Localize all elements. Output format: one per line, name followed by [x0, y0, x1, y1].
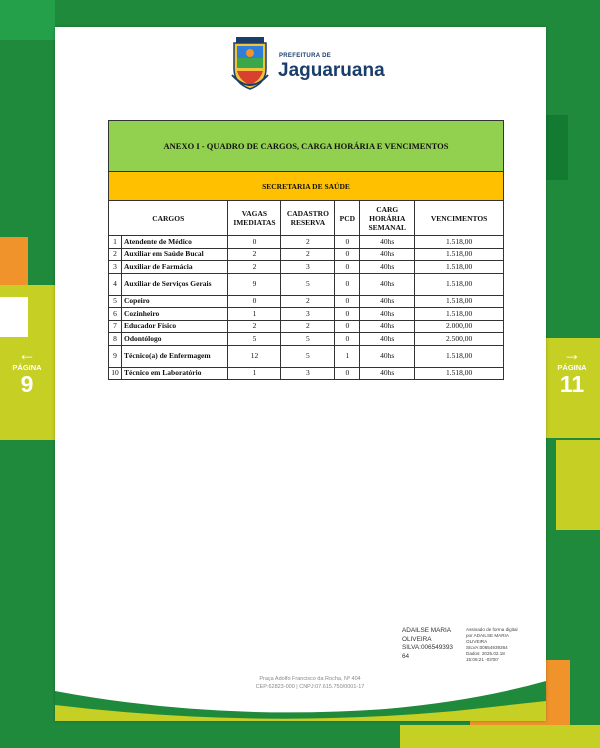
city-coat-of-arms-icon [230, 35, 270, 93]
next-page-button[interactable] [548, 345, 596, 396]
row-carga: 40hs [360, 261, 415, 274]
table-row [109, 261, 504, 274]
row-vencimento: 1.518,00 [415, 273, 504, 295]
footer-street: Praça Adolfo Francisco da Rocha, Nº 404 [259, 676, 361, 682]
row-vencimento: 1.518,00 [415, 236, 504, 249]
row-cadastro: 2 [281, 320, 335, 333]
row-vagas: 9 [228, 273, 281, 295]
arrow-right-icon: → [563, 344, 581, 364]
signer-name-line: SILVA:006549393 [402, 644, 453, 651]
row-vencimento: 2.500,00 [415, 333, 504, 346]
stamp-line: SILVA:00654939364 [466, 645, 508, 650]
row-pcd: 0 [335, 367, 360, 380]
row-index: 1 [109, 236, 122, 249]
bg-accent-right-yellow-2 [556, 440, 600, 530]
row-index: 2 [109, 248, 122, 261]
row-pcd: 0 [335, 295, 360, 308]
header-row [109, 201, 504, 236]
stamp-line: Dados: 2025.02.18 [466, 651, 505, 656]
row-vencimento: 2.000,00 [415, 320, 504, 333]
row-pcd: 0 [335, 273, 360, 295]
digital-signature [400, 625, 540, 673]
document-page [55, 27, 546, 721]
row-index: 7 [109, 320, 122, 333]
row-vagas: 0 [228, 236, 281, 249]
row-vagas: 12 [228, 345, 281, 367]
row-vagas: 2 [228, 320, 281, 333]
logo-city-name: Jaguaruana [278, 60, 385, 81]
row-index: 10 [109, 367, 122, 380]
next-page-label: PÁGINA [557, 363, 587, 372]
row-vagas: 1 [228, 308, 281, 321]
section-row [109, 172, 504, 201]
header-cadastro: CADASTRO RESERVA [281, 201, 335, 236]
row-cadastro: 2 [281, 248, 335, 261]
row-vencimento: 1.518,00 [415, 367, 504, 380]
row-cargo: Atendente de Médico [121, 236, 227, 249]
row-cargo: Técnico em Laboratório [121, 367, 227, 380]
row-cadastro: 3 [281, 308, 335, 321]
footer-wave-decoration [55, 671, 546, 721]
table-row [109, 333, 504, 346]
stamp-line: por ADAILSE MARIA [466, 633, 509, 638]
bg-accent-left-orange [0, 237, 28, 285]
table-row [109, 295, 504, 308]
table-row [109, 248, 504, 261]
row-pcd: 0 [335, 333, 360, 346]
signer-name-line: 64 [402, 652, 410, 660]
stamp-line: OLIVEIRA [466, 639, 488, 644]
table-title: ANEXO I - QUADRO DE CARGOS, CARGA HORÁRIA E VENCIMENTOS [109, 121, 504, 172]
city-logo [230, 35, 390, 95]
row-cadastro: 5 [281, 333, 335, 346]
row-cadastro: 2 [281, 295, 335, 308]
row-carga: 40hs [360, 248, 415, 261]
stamp-line: 15:06:21 -03'00' [466, 657, 499, 662]
row-carga: 40hs [360, 308, 415, 321]
prev-page-label: PÁGINA [12, 363, 42, 372]
row-vencimento: 1.518,00 [415, 295, 504, 308]
row-cadastro: 2 [281, 236, 335, 249]
signer-name [402, 627, 464, 661]
bg-accent-top-left [0, 0, 55, 40]
header-vagas: VAGAS IMEDIATAS [228, 201, 281, 236]
row-carga: 40hs [360, 345, 415, 367]
row-vencimento: 1.518,00 [415, 308, 504, 321]
row-cargo: Técnico(a) de Enfermagem [121, 345, 227, 367]
table-row [109, 273, 504, 295]
table-row [109, 345, 504, 367]
table-body [109, 236, 504, 380]
bg-accent-bottom-yellow [400, 725, 600, 748]
signature-stamp [466, 627, 536, 663]
row-carga: 40hs [360, 333, 415, 346]
header-cargos: CARGOS [109, 201, 228, 236]
table-row [109, 308, 504, 321]
row-index: 8 [109, 333, 122, 346]
table-row [109, 320, 504, 333]
row-carga: 40hs [360, 295, 415, 308]
bg-accent-right-green [546, 115, 568, 180]
header-carga: CARG HORÁRIA SEMANAL [360, 201, 415, 236]
row-pcd: 1 [335, 345, 360, 367]
row-pcd: 0 [335, 320, 360, 333]
row-index: 4 [109, 273, 122, 295]
table-title-row [109, 121, 504, 172]
row-cargo: Auxiliar em Saúde Bucal [121, 248, 227, 261]
row-cargo: Educador Físico [121, 320, 227, 333]
next-page-number: 11 [559, 371, 585, 397]
row-index: 3 [109, 261, 122, 274]
row-vagas: 1 [228, 367, 281, 380]
header-pcd: PCD [335, 201, 360, 236]
prev-page-number: 9 [20, 371, 34, 397]
row-carga: 40hs [360, 273, 415, 295]
row-vagas: 2 [228, 248, 281, 261]
logo-prefix: PREFEITURA DE [279, 53, 332, 59]
row-carga: 40hs [360, 367, 415, 380]
signer-name-line: OLIVEIRA [402, 635, 432, 643]
row-cargo: Odontólogo [121, 333, 227, 346]
arrow-left-icon: ← [18, 344, 36, 364]
row-vagas: 2 [228, 261, 281, 274]
row-cadastro: 5 [281, 345, 335, 367]
table-row [109, 367, 504, 380]
row-cargo: Copeiro [121, 295, 227, 308]
row-index: 5 [109, 295, 122, 308]
row-pcd: 0 [335, 261, 360, 274]
row-index: 6 [109, 308, 122, 321]
row-carga: 40hs [360, 320, 415, 333]
row-cadastro: 3 [281, 367, 335, 380]
row-pcd: 0 [335, 308, 360, 321]
footer-cep-cnpj: CEP:62823-000 | CNPJ:07.615.750/0001-17 [255, 684, 365, 690]
row-cargo: Auxiliar de Serviços Gerais [121, 273, 227, 295]
row-vagas: 5 [228, 333, 281, 346]
prev-page-button[interactable] [3, 345, 51, 396]
stamp-line: Assinado de forma digital [466, 627, 518, 632]
row-cargo: Auxiliar de Farmácia [121, 261, 227, 274]
row-vencimento: 1.518,00 [415, 248, 504, 261]
cargos-table [108, 120, 504, 380]
row-index: 9 [109, 345, 122, 367]
header-vencimentos: VENCIMENTOS [415, 201, 504, 236]
row-cadastro: 3 [281, 261, 335, 274]
bg-accent-left-white [0, 297, 28, 337]
signer-name-line: ADAILSE MARIA [402, 627, 452, 634]
row-vagas: 0 [228, 295, 281, 308]
section-title: SECRETARIA DE SAÚDE [109, 172, 504, 201]
row-cadastro: 5 [281, 273, 335, 295]
table-row [109, 236, 504, 249]
row-cargo: Cozinheiro [121, 308, 227, 321]
row-carga: 40hs [360, 236, 415, 249]
row-pcd: 0 [335, 236, 360, 249]
row-vencimento: 1.518,00 [415, 261, 504, 274]
row-pcd: 0 [335, 248, 360, 261]
row-vencimento: 1.518,00 [415, 345, 504, 367]
